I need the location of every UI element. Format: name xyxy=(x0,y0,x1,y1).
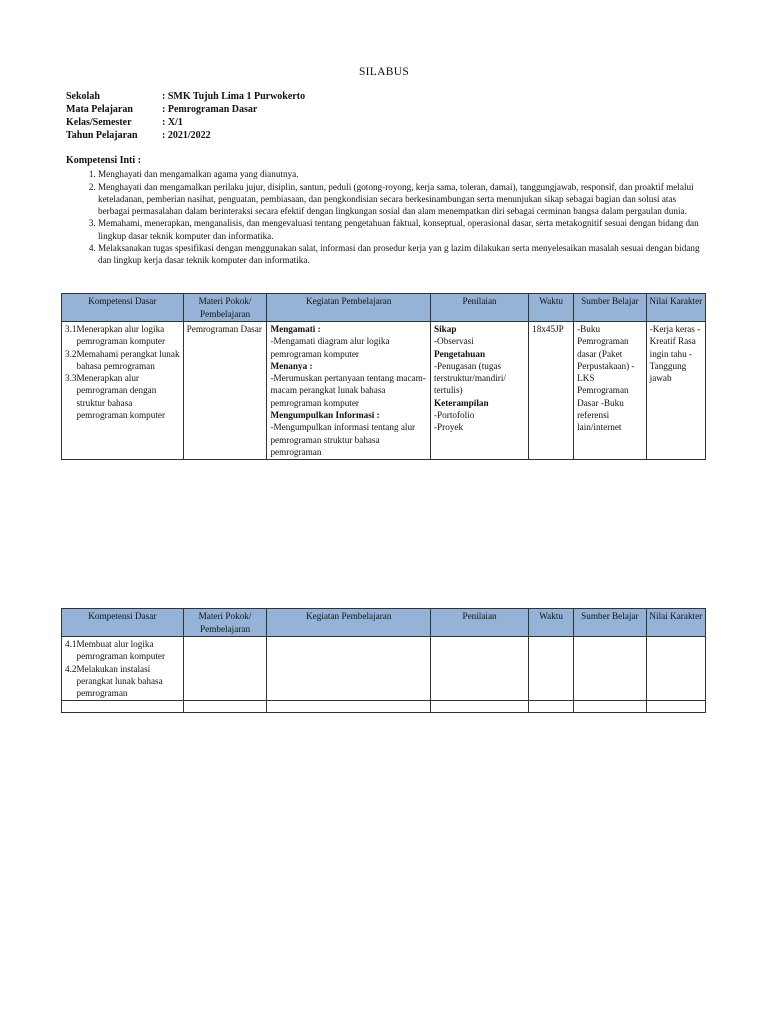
header-sumber-belajar: Sumber Belajar xyxy=(574,609,647,637)
header-materi-pokok: Materi Pokok/ Pembelajaran xyxy=(183,294,267,322)
kd-text: Membuat alur logika pemrograman komputer xyxy=(76,639,166,662)
cell-sumber-belajar xyxy=(574,637,647,701)
kompetensi-inti-section xyxy=(66,155,706,267)
meta-key: Kelas/Semester xyxy=(66,117,132,128)
kd-number: 4.2 xyxy=(65,663,77,674)
header-kompetensi-dasar: Kompetensi Dasar xyxy=(62,294,184,322)
header-kegiatan-pembelajaran: Kegiatan Pembelajaran xyxy=(267,294,431,322)
header-sumber-belajar: Sumber Belajar xyxy=(574,294,647,322)
meta-key: Sekolah xyxy=(66,91,100,102)
kd-item xyxy=(65,323,180,348)
cell-kegiatan-pembelajaran xyxy=(267,637,431,701)
kompetensi-inti-item: 3. Memahami, menerapkan, menganalisis, dan mengevaluasi tentang pengetahuan faktual, konseptual, operasional dasar, serta metakognitif sesuai dengan bidang dan lingkup dasar teknik komputer dan informatika. xyxy=(98,217,706,242)
header-penilaian: Penilaian xyxy=(431,294,529,322)
cell-kompetensi-dasar xyxy=(62,322,184,460)
empty-cell xyxy=(183,701,267,713)
cell-penilaian xyxy=(431,637,529,701)
empty-cell xyxy=(574,701,647,713)
meta-key: Mata Pelajaran xyxy=(66,104,133,115)
meta-value: : Pemrograman Dasar xyxy=(162,104,258,115)
document-title: SILABUS xyxy=(358,66,410,78)
penilaian-sikap-heading: Sikap xyxy=(434,324,457,334)
table-row xyxy=(62,322,706,460)
cell-materi-pokok: Pemrograman Dasar xyxy=(183,322,267,460)
kd-text: Melakukan instalasi perangkat lunak bahasa pemrograman xyxy=(76,663,163,699)
penilaian-keterampilan-heading: Keterampilan xyxy=(434,397,489,408)
document-meta xyxy=(66,90,305,142)
empty-cell xyxy=(62,701,184,713)
silabus-table-2 xyxy=(61,608,706,713)
table-row xyxy=(62,637,706,701)
meta-row-sekolah xyxy=(66,90,305,103)
kd-item xyxy=(65,638,180,663)
header-waktu: Waktu xyxy=(529,609,574,637)
kegiatan-mengumpulkan-text: -Mengumpulkan informasi tentang alur pemrograman struktur bahasa pemrograman xyxy=(270,422,416,457)
table-header-row xyxy=(62,609,706,637)
kd-number: 3.2 xyxy=(65,348,77,359)
cell-waktu xyxy=(529,637,574,701)
kompetensi-inti-item: 4. Melaksanakan tugas spesifikasi dengan menggunakan salat, informasi dan prosedur kerja yan g lazim dilakukan serta menyelesaikan masalah sesuai dengan bidang dan lingkup kerja dasar teknik komputer dan informatika. xyxy=(98,242,706,267)
cell-penilaian xyxy=(431,322,529,460)
cell-kompetensi-dasar xyxy=(62,637,184,701)
header-nilai-karakter: Nilai Karakter xyxy=(646,609,705,637)
kegiatan-menanya-heading: Menanya : xyxy=(270,360,313,371)
cell-nilai-karakter xyxy=(646,637,705,701)
penilaian-keterampilan-text: -Proyek xyxy=(434,422,464,433)
kd-number: 3.3 xyxy=(65,373,77,384)
kegiatan-mengamati-text: -Mengamati diagram alur logika pemrograman komputer xyxy=(270,336,390,359)
meta-row-kelas-semester xyxy=(66,116,305,129)
meta-value: : 2021/2022 xyxy=(162,130,211,141)
meta-row-mata-pelajaran xyxy=(66,103,305,116)
cell-materi-pokok xyxy=(183,637,267,701)
empty-cell xyxy=(529,701,574,713)
meta-value: : X/1 xyxy=(162,117,183,128)
empty-cell xyxy=(646,701,705,713)
cell-sumber-belajar: -Buku Pemrograman dasar (Paket Perpustakaan) -LKS Pemrograman Dasar -Buku referensi lain/internet xyxy=(574,322,647,460)
header-kompetensi-dasar: Kompetensi Dasar xyxy=(62,609,184,637)
kd-item xyxy=(65,372,180,421)
kd-text: Menerapkan alur logika pemrograman komputer xyxy=(76,324,166,347)
penilaian-sikap-text: -Observasi xyxy=(434,336,474,347)
kd-item xyxy=(65,348,180,373)
table-header-row xyxy=(62,294,706,322)
kompetensi-inti-item: 2. Menghayati dan mengamalkan perilaku jujur, disiplin, santun, peduli (gotong-royong, kerja sama, toleran, damai), tanggungjawab, responsif, dan proaktif melalui keteladanan, pemberian nasihat, penguatan, pembiasaan, dan pengkondisian secara berkesinambungan serta menunjukan sikap sebagai bagian dan solusi atas berbagai permasalahan dalam berinteraksi secara efektif dengan lingkungan sosial dan alam menempatkan diri sebagai cerminan bangsa dalam pergaulan dunia. xyxy=(98,181,706,218)
penilaian-pengetahuan-text: -Penugasan (tugas terstruktur/mandiri/ tertulis) xyxy=(434,360,506,396)
cell-nilai-karakter: -Kerja keras -Kreatif Rasa ingin tahu -Tanggung jawab xyxy=(646,322,705,460)
kegiatan-menanya-text: -Merumuskan pertanyaan tentang macam-macam perangkat lunak bahasa pemrograman komputer xyxy=(270,373,426,408)
kompetensi-inti-heading: Kompetensi Inti : xyxy=(66,155,141,166)
header-materi-pokok: Materi Pokok/ Pembelajaran xyxy=(183,609,267,637)
header-penilaian: Penilaian xyxy=(431,609,529,637)
silabus-table-1 xyxy=(61,293,706,460)
table-row-empty xyxy=(62,701,706,713)
kd-text: Menerapkan alur pemrograman dengan struktur bahasa pemrograman komputer xyxy=(76,373,166,421)
kegiatan-mengumpulkan-heading: Mengumpulkan Informasi : xyxy=(270,410,380,421)
penilaian-pengetahuan-heading: Pengetahuan xyxy=(434,348,486,359)
kompetensi-inti-item: 1. Menghayati dan mengamalkan agama yang dianutnya. xyxy=(98,168,706,180)
empty-cell xyxy=(267,701,431,713)
cell-waktu: 18x45JP xyxy=(529,322,574,460)
kd-number: 3.1 xyxy=(65,324,77,334)
meta-key: Tahun Pelajaran xyxy=(66,130,138,141)
header-nilai-karakter: Nilai Karakter xyxy=(646,294,705,322)
penilaian-keterampilan-text: -Portofolio xyxy=(434,410,475,421)
cell-kegiatan-pembelajaran xyxy=(267,322,431,460)
empty-cell xyxy=(431,701,529,713)
kd-item xyxy=(65,663,180,700)
meta-value: : SMK Tujuh Lima 1 Purwokerto xyxy=(162,91,306,102)
kompetensi-inti-list xyxy=(66,168,706,266)
kd-number: 4.1 xyxy=(65,639,77,649)
header-waktu: Waktu xyxy=(529,294,574,322)
kd-text: Memahami perangkat lunak bahasa pemrograman xyxy=(76,348,180,371)
kegiatan-mengamati-heading: Mengamati : xyxy=(270,324,321,334)
header-kegiatan-pembelajaran: Kegiatan Pembelajaran xyxy=(267,609,431,637)
meta-row-tahun-pelajaran xyxy=(66,129,305,142)
